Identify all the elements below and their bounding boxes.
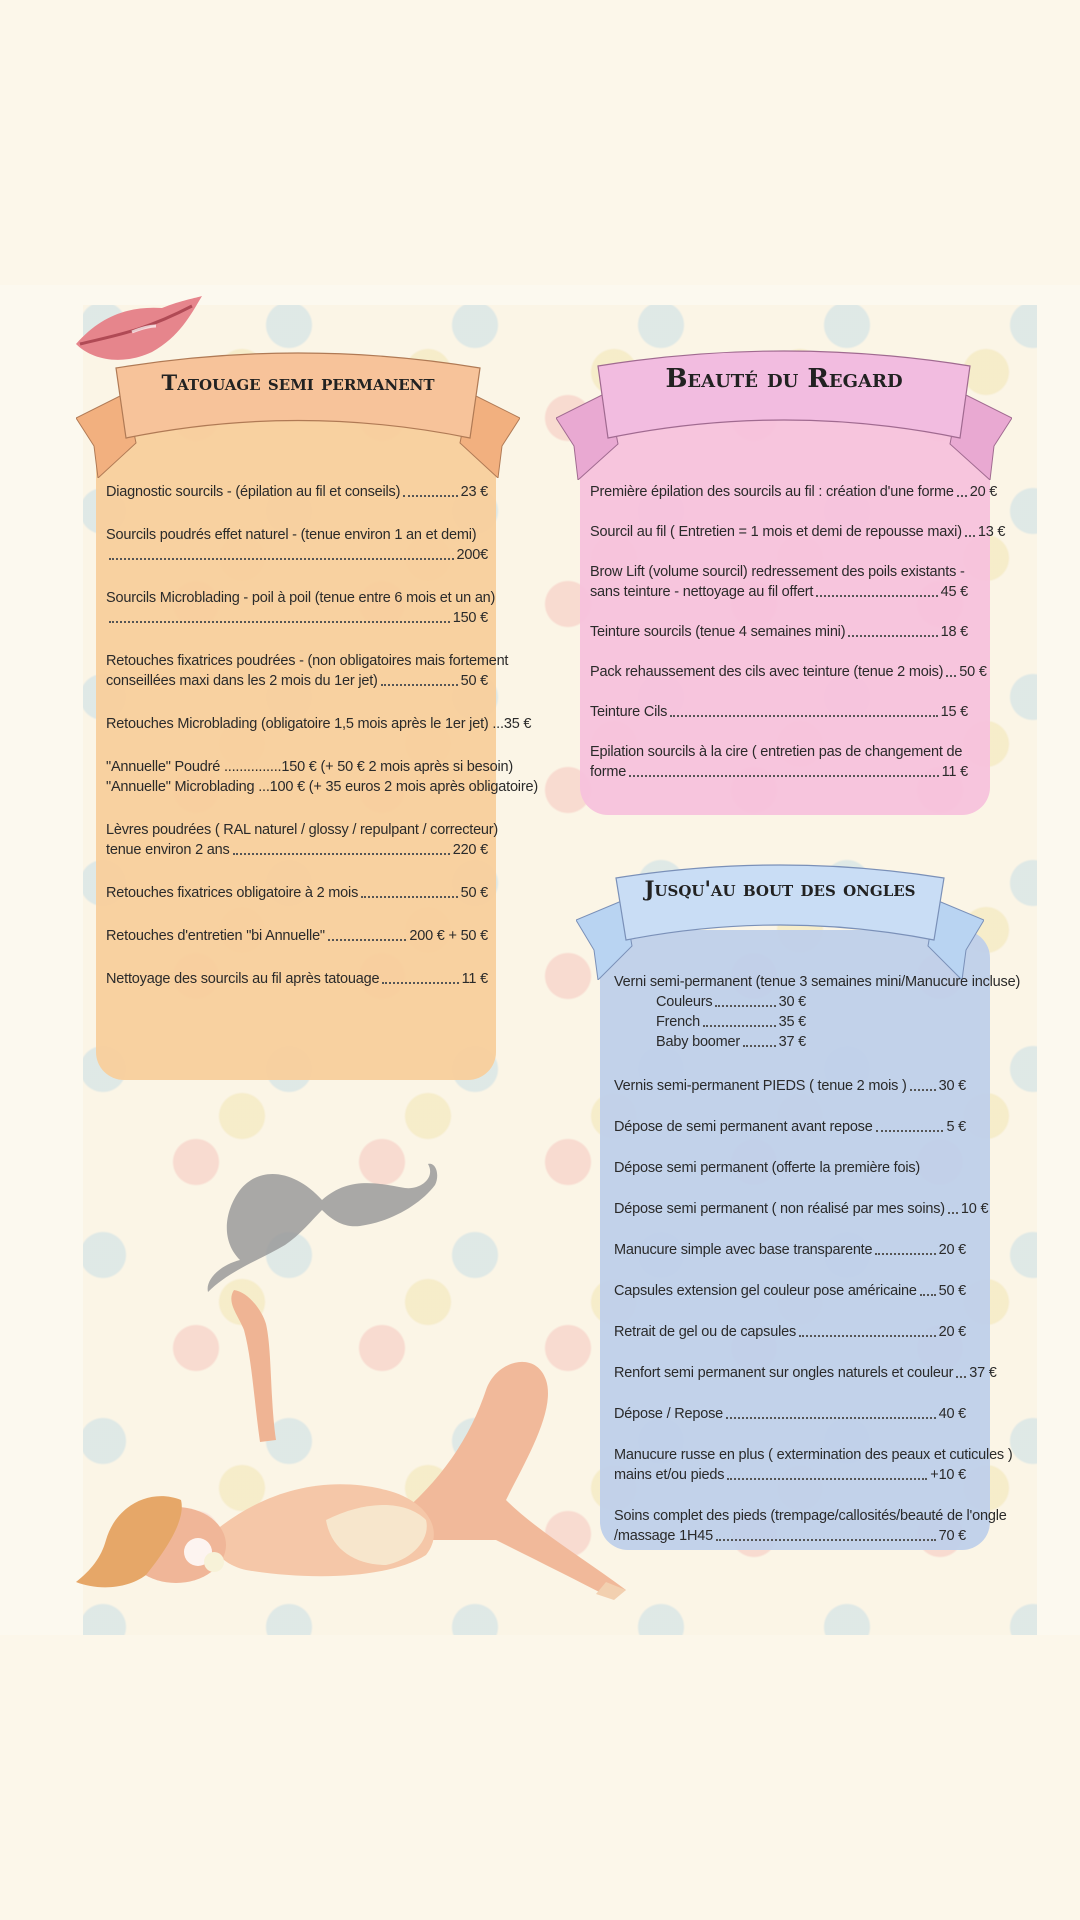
item-price: 30 € xyxy=(938,1078,966,1094)
item-label: Retrait de gel ou de capsules xyxy=(614,1324,797,1340)
price-line xyxy=(590,622,968,642)
leader-dots xyxy=(629,775,939,777)
price-line xyxy=(614,1076,966,1096)
price-line xyxy=(106,926,488,946)
item-price: +10 € xyxy=(930,1467,966,1483)
item-label: Retouches Microblading (obligatoire 1,5 mois après le 1er jet) ...35 € xyxy=(106,716,532,732)
item-label: Epilation sourcils à la cire ( entretien pas de changement de xyxy=(590,744,963,760)
item-price: 220 € xyxy=(452,842,488,858)
price-line xyxy=(106,588,496,608)
price-item xyxy=(106,651,509,691)
price-item xyxy=(106,714,532,734)
price-line xyxy=(614,1117,966,1137)
item-label: tenue environ 2 ans xyxy=(106,842,230,858)
leader-dots xyxy=(946,675,956,677)
price-line xyxy=(106,757,513,777)
item-price: 11 € xyxy=(461,971,488,987)
price-line xyxy=(106,608,488,628)
item-label: mains et/ou pieds xyxy=(614,1467,725,1483)
item-price: 70 € xyxy=(938,1528,966,1544)
option-price: 37 € xyxy=(778,1034,806,1050)
item-label: Capsules extension gel couleur pose américaine xyxy=(614,1283,917,1299)
option-label: Couleurs xyxy=(656,994,713,1010)
item-price: 50 € xyxy=(938,1283,966,1299)
tatouage-title: Tatouage semi permanent xyxy=(161,370,435,395)
item-price: 40 € xyxy=(938,1406,966,1422)
price-line xyxy=(614,1404,966,1424)
verni-block xyxy=(614,972,1021,1052)
leader-dots xyxy=(956,1376,966,1378)
price-item xyxy=(106,525,488,565)
leader-dots xyxy=(715,1005,775,1007)
leader-dots xyxy=(382,982,458,984)
item-label: Première épilation des sourcils au fil : création d'une forme xyxy=(590,484,954,500)
price-line xyxy=(614,1506,1007,1526)
regard-banner xyxy=(556,346,1012,480)
leader-dots xyxy=(816,595,937,597)
price-item xyxy=(106,588,496,628)
leader-dots xyxy=(875,1253,935,1255)
item-label: "Annuelle" Poudré ...............150 € (+ 50 € 2 mois après si besoin) xyxy=(106,759,513,775)
leader-dots xyxy=(957,495,967,497)
leader-dots xyxy=(328,939,406,941)
leader-dots xyxy=(910,1089,936,1091)
item-price: 50 € xyxy=(460,673,488,689)
item-price: 13 € xyxy=(977,524,1006,540)
item-label: Teinture sourcils (tenue 4 semaines mini) xyxy=(590,624,846,640)
item-label: forme xyxy=(590,764,627,780)
verni-head: Verni semi-permanent (tenue 3 semaines mini/Manucure incluse) xyxy=(614,974,1021,990)
ongles-list xyxy=(614,972,1021,1567)
price-item xyxy=(590,562,968,602)
option-price: 30 € xyxy=(778,994,806,1010)
option-label: French xyxy=(656,1014,700,1030)
price-line xyxy=(614,1465,966,1485)
item-price: 50 € xyxy=(460,885,488,901)
price-line xyxy=(590,522,1006,542)
item-price: 20 € xyxy=(938,1242,966,1258)
item-label: Manucure simple avec base transparente xyxy=(614,1242,873,1258)
price-item xyxy=(106,820,499,860)
price-item xyxy=(590,662,987,682)
item-label: Manucure russe en plus ( extermination des peaux et cuticules ) xyxy=(614,1447,1013,1463)
price-item xyxy=(614,1158,966,1178)
verni-option xyxy=(656,992,806,1012)
item-price: 200€ xyxy=(456,547,488,563)
price-line xyxy=(106,651,509,671)
price-line xyxy=(614,1199,989,1219)
price-line xyxy=(106,671,488,691)
item-label: Lèvres poudrées ( RAL naturel / glossy / repulpant / correcteur) xyxy=(106,822,499,838)
item-label: Retouches fixatrices obligatoire à 2 mois xyxy=(106,885,359,901)
item-label: /massage 1H45 xyxy=(614,1528,713,1544)
item-label: Retouches d'entretien "bi Annuelle" xyxy=(106,928,325,944)
item-label: Brow Lift (volume sourcil) redressement des poils existants - xyxy=(590,564,965,580)
price-line xyxy=(614,1526,966,1546)
price-item xyxy=(614,1076,966,1096)
price-line xyxy=(614,1158,966,1178)
price-item xyxy=(590,522,1006,542)
item-price: 20 € xyxy=(969,484,998,500)
price-line xyxy=(614,1363,997,1383)
item-label: Retouches fixatrices poudrées - (non obligatoires mais fortement xyxy=(106,653,509,669)
price-item xyxy=(590,482,998,502)
verni-option xyxy=(656,1032,806,1052)
leader-dots xyxy=(381,684,458,686)
pinup-illustration xyxy=(66,1290,626,1600)
item-price: 45 € xyxy=(940,584,968,600)
item-price: 200 € + 50 € xyxy=(409,928,488,944)
item-label: Nettoyage des sourcils au fil après tatouage xyxy=(106,971,380,987)
ongles-banner xyxy=(576,860,984,980)
price-item xyxy=(106,757,538,797)
ongles-items xyxy=(614,1076,1013,1546)
price-item xyxy=(614,1322,966,1342)
verni-option xyxy=(656,1012,806,1032)
price-line xyxy=(106,777,538,797)
item-price: 20 € xyxy=(938,1324,966,1340)
price-item xyxy=(614,1445,1013,1485)
leader-dots xyxy=(403,495,457,497)
leader-dots xyxy=(109,621,450,623)
item-label: Vernis semi-permanent PIEDS ( tenue 2 mois ) xyxy=(614,1078,907,1094)
item-price: 15 € xyxy=(940,704,968,720)
price-item xyxy=(106,969,488,989)
verni-sub-list xyxy=(614,992,966,1052)
item-label: Sourcils Microblading - poil à poil (tenue entre 6 mois et un an) xyxy=(106,590,496,606)
leader-dots xyxy=(948,1212,958,1214)
item-label: Pack rehaussement des cils avec teinture (tenue 2 mois) xyxy=(590,664,944,680)
leader-dots xyxy=(726,1417,936,1419)
price-item xyxy=(106,926,488,946)
price-item xyxy=(614,1506,1007,1546)
item-label: Soins complet des pieds (trempage/callosités/beauté de l'ongle xyxy=(614,1508,1007,1524)
item-price: 5 € xyxy=(946,1119,966,1135)
item-label: Dépose / Repose xyxy=(614,1406,724,1422)
item-label: sans teinture - nettoyage au fil offert xyxy=(590,584,814,600)
price-line xyxy=(590,762,968,782)
price-line xyxy=(590,742,968,762)
price-item xyxy=(614,1363,997,1383)
price-line xyxy=(590,562,968,582)
item-label: Diagnostic sourcils - (épilation au fil et conseils) xyxy=(106,484,401,500)
ongles-title: Jusqu'au bout des ongles xyxy=(644,876,916,901)
price-line xyxy=(106,883,488,903)
price-item xyxy=(614,1240,966,1260)
item-price: 11 € xyxy=(941,764,968,780)
leader-dots xyxy=(233,853,450,855)
option-price: 35 € xyxy=(778,1014,806,1030)
item-label: Sourcils poudrés effet naturel - (tenue environ 1 an et demi) xyxy=(106,527,477,543)
price-line xyxy=(614,1322,966,1342)
leader-dots xyxy=(109,558,454,560)
leader-dots xyxy=(703,1025,776,1027)
item-label: Dépose semi permanent (offerte la première fois) xyxy=(614,1160,921,1176)
item-label: Dépose de semi permanent avant repose xyxy=(614,1119,873,1135)
price-item xyxy=(614,1117,966,1137)
price-line xyxy=(614,1281,966,1301)
price-line xyxy=(590,582,968,602)
price-line xyxy=(106,840,488,860)
price-line xyxy=(106,545,488,565)
price-item xyxy=(590,702,968,722)
item-price: 18 € xyxy=(940,624,968,640)
item-label: conseillées maxi dans les 2 mois du 1er jet) xyxy=(106,673,378,689)
tatouage-list xyxy=(106,482,538,1012)
option-label: Baby boomer xyxy=(656,1034,741,1050)
leader-dots xyxy=(670,715,937,717)
item-label: Sourcil au fil ( Entretien = 1 mois et demi de repousse maxi) xyxy=(590,524,962,540)
leader-dots xyxy=(920,1294,936,1296)
leader-dots xyxy=(799,1335,936,1337)
price-item xyxy=(614,1199,989,1219)
price-item xyxy=(590,742,968,782)
item-price: 10 € xyxy=(960,1201,989,1217)
tatouage-banner xyxy=(76,348,520,478)
price-line xyxy=(614,1445,1013,1465)
item-price: 37 € xyxy=(969,1365,997,1381)
item-label: Teinture Cils xyxy=(590,704,668,720)
item-price: 150 € xyxy=(452,610,488,626)
leader-dots xyxy=(727,1478,927,1480)
price-item xyxy=(106,883,488,903)
regard-list xyxy=(590,482,1006,802)
regard-title: Beauté du Regard xyxy=(665,364,903,394)
item-label: Dépose semi permanent ( non réalisé par mes soins) xyxy=(614,1201,945,1217)
price-line xyxy=(106,482,488,502)
leader-dots xyxy=(876,1130,944,1132)
leader-dots xyxy=(965,535,975,537)
leader-dots xyxy=(361,896,457,898)
price-item xyxy=(614,1404,966,1424)
item-label: "Annuelle" Microblading ...100 € (+ 35 euros 2 mois après obligatoire) xyxy=(106,779,538,795)
price-item xyxy=(590,622,968,642)
item-price: 50 € xyxy=(959,664,987,680)
mustache-illustration xyxy=(200,1160,445,1295)
price-item xyxy=(106,482,488,502)
price-item xyxy=(614,1281,966,1301)
price-line xyxy=(106,820,499,840)
price-line xyxy=(614,1240,966,1260)
leader-dots xyxy=(743,1045,776,1047)
price-line xyxy=(106,525,488,545)
leader-dots xyxy=(716,1539,936,1541)
price-line xyxy=(106,969,488,989)
price-line xyxy=(590,662,987,682)
item-price: 23 € xyxy=(460,484,488,500)
leader-dots xyxy=(848,635,937,637)
price-line xyxy=(590,482,998,502)
item-label: Renfort semi permanent sur ongles naturels et couleur xyxy=(614,1365,954,1381)
price-line xyxy=(106,714,532,734)
price-line xyxy=(590,702,968,722)
